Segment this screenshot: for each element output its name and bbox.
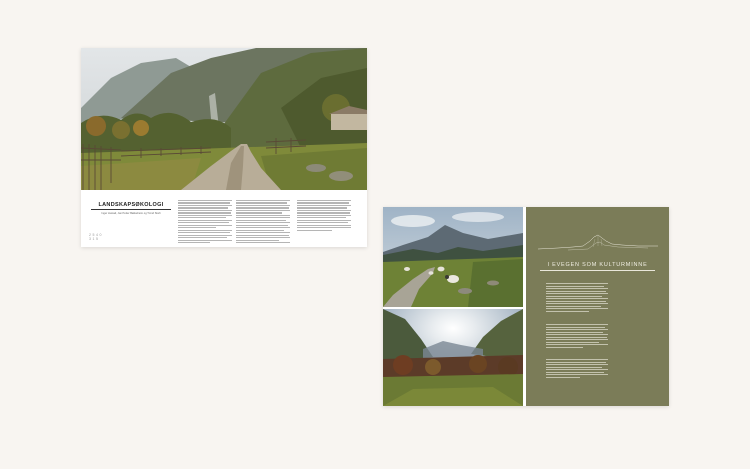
feature-paragraph-3 — [546, 359, 608, 379]
magazine-spread-left — [81, 48, 367, 247]
body-text-column-3 — [297, 200, 351, 232]
hero-photo-mountain-road — [81, 48, 367, 190]
magazine-spread-right — [383, 207, 669, 406]
feature-title: I EVEGEN SOM KULTURMINNE — [547, 262, 648, 268]
feature-paragraph-1 — [546, 283, 608, 313]
folio-line-2: 3 1 5 — [89, 237, 99, 241]
folio-line-1: 2 5 4 0 — [89, 233, 102, 237]
title-rule — [540, 270, 655, 271]
feature-paragraph-2 — [546, 324, 608, 349]
green-feature-page — [526, 207, 669, 406]
mountain-line-drawing — [538, 233, 658, 255]
article-byline: Inger Hustad, Jan Petter Bakkeheim og Trond Storli — [101, 211, 161, 215]
page-folio — [89, 233, 103, 241]
photo-sheep-on-road — [383, 207, 523, 307]
body-text-column-1 — [178, 200, 232, 245]
article-heading — [91, 202, 171, 215]
body-text-column-2 — [236, 200, 290, 245]
photo-sunlit-valley — [383, 309, 523, 406]
article-title: LANDSKAPSØKOLOGI — [91, 202, 171, 210]
